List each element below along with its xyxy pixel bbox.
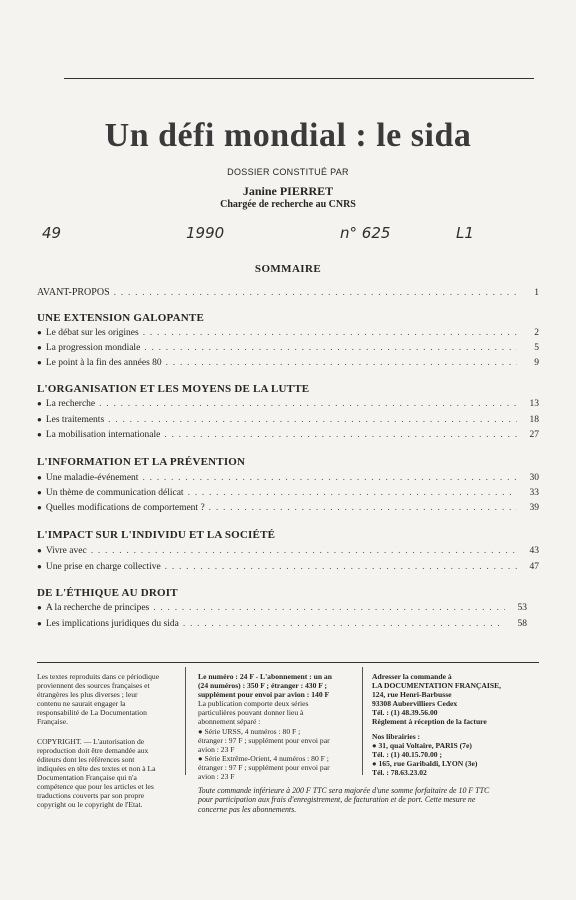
section-title-2: L'ORGANISATION ET LES MOYENS DE LA LUTTE [37,383,310,395]
toc-page: 43 [529,546,539,556]
bullet-icon: ● [37,473,42,482]
toc-page: 53 [517,603,527,613]
handwritten-note-2: 1990 [186,224,225,242]
section-title-4: L'IMPACT SUR L'INDIVIDU ET LA SOCIÉTÉ [37,529,276,541]
toc-leader [166,358,517,368]
footer-left-column [37,672,183,809]
top-rule [64,78,534,79]
toc-item[interactable] [37,473,539,487]
toc-leader [209,503,517,513]
toc-page: 39 [529,503,539,513]
toc-label: La recherche [45,399,96,409]
bullet-icon: ● [37,562,42,571]
toc-leader [142,473,517,483]
toc-leader [183,619,505,629]
toc-label: A la recherche de principes [45,603,150,613]
bullet-icon: ● [37,488,42,497]
bullet-icon: ● [37,546,42,555]
author-name: Janine PIERRET [242,184,334,198]
bullet-icon: ● [37,603,42,612]
toc-label: AVANT-PROPOS [37,287,110,298]
toc-label: La mobilisation internationale [45,430,161,440]
toc-page: 58 [517,619,527,629]
bullet-icon: ● [37,358,42,367]
toc-item[interactable] [37,619,527,633]
toc-label: Les traitements [45,415,105,425]
toc-label: Vivre avec [45,546,87,556]
toc-item[interactable] [37,343,539,357]
toc-item[interactable] [37,399,539,413]
toc-page: 30 [529,473,539,483]
handwritten-note-1: 49 [42,224,62,242]
handwritten-note-4: L1 [456,224,474,242]
toc-leader [114,288,517,298]
section-title-3: L'INFORMATION ET LA PRÉVENTION [37,456,246,468]
pricing-text: Le numéro : 24 F - L'abonnement : un an (24 numéros) : 350 F ; étranger : 430 F ; supplément pour envoi par avion : 140 F [198,672,332,700]
toc-item[interactable] [37,503,539,517]
page-title: Un défi mondial : le sida [104,117,472,154]
toc-page: 18 [529,415,539,425]
bullet-icon: ● [37,430,42,439]
toc-leader [143,328,517,338]
column-divider-2 [362,667,363,775]
toc-item[interactable] [37,430,539,444]
toc-page: 1 [534,288,539,298]
order-surcharge-note: Toute commande inférieure à 200 F TTC sera majorée d'une somme forfaitaire de 10 F TTC pour participation aux frais d'enregistrement, de facturation et de port. Cette mesure ne concerne pas les abonnements. [198,786,490,814]
toc-item[interactable] [37,488,539,502]
toc-label: Le point à la fin des années 80 [45,358,162,368]
toc-page: 5 [534,343,539,353]
toc-page: 13 [529,399,539,409]
toc-leader [164,430,517,440]
column-divider-1 [185,667,186,775]
toc-label: Le débat sur les origines [45,328,139,338]
toc-item[interactable] [37,358,539,372]
toc-label: Les implications juridiques du sida [45,619,179,629]
bullet-icon: ● [37,415,42,424]
toc-leader [188,488,517,498]
toc-page: 2 [534,328,539,338]
toc-leader [91,546,517,556]
series-text: La publication comporte deux séries particulières pouvant donner lieu à abonnement séparé : ● Série URSS, 4 numéros : 80 F ; étranger : 97 F ; supplément pour envoi par avion : 23 F ● Série Extrême-Orient, 4 numéros : 80 F ; étranger : 97 F ; supplément pour envoi par avion : 23 F [198,699,330,782]
footer-pricing-column [198,672,360,781]
dossier-subtitle: DOSSIER CONSTITUÉ PAR [227,167,349,177]
order-address: Adresser la commande à LA DOCUMENTATION FRANÇAISE, 124, rue Henri-Barbusse 93308 Aubervilliers Cedex Tél. : (1) 48.39.56.00 Règlement à réception de la facture [372,672,502,727]
footer-order-column [372,672,542,777]
toc-item[interactable] [37,562,539,576]
section-title-1: UNE EXTENSION GALOPANTE [37,312,204,324]
toc-leader [153,603,505,613]
bullet-icon: ● [37,399,42,408]
toc-item[interactable] [37,603,527,617]
toc-page: 27 [529,430,539,440]
toc-page: 9 [534,358,539,368]
copyright-text: COPYRIGHT. — L'autorisation de reproduction doit être demandée aux éditeurs dont les références sont indiquées en tête des textes et non à La Documentation Française qui n'a compétence que pour les articles et les traductions couverts par son propre copyright ou le copyright de l'Etat. [37,736,156,810]
sommaire-title: SOMMAIRE [254,263,322,275]
toc-item[interactable] [37,415,539,429]
bullet-icon: ● [37,503,42,512]
toc-item[interactable] [37,328,539,342]
toc-page: 47 [529,562,539,572]
toc-page: 33 [529,488,539,498]
toc-avant-propos[interactable] [37,287,539,301]
bullet-icon: ● [37,619,42,628]
bullet-icon: ● [37,328,42,337]
handwritten-note-3: n° 625 [340,224,391,242]
bullet-icon: ● [37,343,42,352]
toc-label: Quelles modifications de comportement ? [45,503,205,513]
toc-leader [165,562,517,572]
toc-label: La progression mondiale [45,343,141,353]
toc-leader [99,399,517,409]
toc-label: Un thème de communication délicat [45,488,184,498]
toc-label: Une prise en charge collective [45,562,161,572]
toc-item[interactable] [37,546,539,560]
toc-leader [144,343,517,353]
author-role: Chargée de recherche au CNRS [220,199,356,210]
bookshops: Nos librairies : ● 31, quai Voltaire, PARIS (7e) Tél. : (1) 40.15.70.00 ; ● 165, rue Garibaldi, LYON (3e) Tél. : 78.63.23.02 [372,731,478,777]
toc-label: Une maladie-événement [45,473,139,483]
footer-rule [37,662,539,663]
section-title-5: DE L'ÉTHIQUE AU DROIT [37,587,178,599]
disclaimer-text: Les textes reproduits dans ce périodique proviennent des sources françaises et étrangères les plus diverses ; leur contenu ne saurait engager la responsabilité de La Documentation Française. [37,672,160,727]
toc-leader [108,415,517,425]
